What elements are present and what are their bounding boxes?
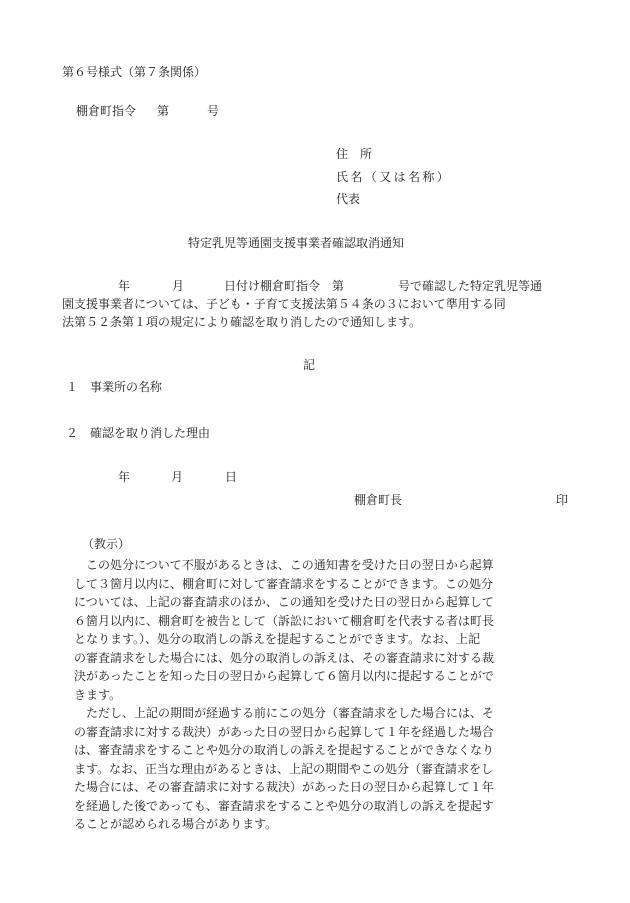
notice-p2-line: ただし、上記の期間が経過する前にこの処分（審査請求をした場合には、そ (86, 706, 495, 720)
item-2-number: ２ (66, 426, 79, 440)
notice-paragraph-1 (74, 556, 554, 704)
body-line1-text2: 号で確認した特定乳児等通 (398, 279, 543, 293)
notice-p2-line: ることが認められる場合があります。 (74, 817, 278, 831)
notice-p1-line: の審査請求をした場合には、処分の取消しの訴えは、その審査請求に対する裁 (74, 650, 495, 665)
doc-number-dai: 第 (157, 104, 170, 118)
signer-title: 棚倉町長 (354, 493, 403, 507)
address-label: 住 所 (336, 147, 373, 161)
doc-number-go: 号 (207, 104, 220, 118)
form-label: 第６号様式（第７条関係） (62, 65, 207, 79)
notice-p2-line: は、審査請求をすることや処分の取消しの訴えを提起することができなくなり (74, 743, 495, 757)
document-title: 特定乳児等通園支援事業者確認取消通知 (188, 236, 405, 250)
notice-p1-line: 決があったことを知った日の翌日から起算して６箇月以内に提起することがで (74, 669, 494, 683)
date-year-label: 年 (118, 470, 131, 484)
body-line3: 法第５２条第１項の規定により確認を取り消したので通知します。 (62, 315, 422, 329)
notice-p2-line: ます。なお、正当な理由があるときは、上記の期間やこの処分（審査請求をし (74, 761, 494, 776)
name-label: 氏名（又は名称） (336, 170, 452, 184)
body-year-label: 年 (118, 279, 131, 293)
notice-p2-line: の審査請求に対する裁決）があった日の翌日から起算して１年を経過した場合 (74, 724, 494, 739)
body-line1-text: 日付け棚倉町指令 第 (224, 279, 345, 293)
notice-p2-line: を経過した後であっても、審査請求をすることや処分の取消しの訴えを提起す (74, 798, 494, 813)
representative-label: 代表 (336, 192, 361, 206)
notice-p1-line: きます。 (74, 687, 122, 702)
body-line2: 園支援事業者については、子ども・子育て支援法第５４条の３において準用する同 (62, 297, 506, 311)
notice-p1-line: については、上記の審査請求のほか、この通知を受けた日の翌日から起算して (74, 595, 494, 609)
notice-p1-line: となります。）、処分の取消しの訴えを提起することができます。なお、上記 (74, 632, 481, 646)
notice-p1-line: ６箇月以内に、棚倉町を被告として（訴訟において棚倉町を代表する者は町長 (74, 613, 495, 628)
item-1-number: １ (66, 380, 79, 394)
notice-heading: （教示） (82, 537, 131, 551)
body-month-label: 月 (172, 279, 185, 293)
notice-p2-line: た場合には、その審査請求に対する裁決）があった日の翌日から起算して１年 (74, 780, 494, 794)
date-day-label: 日 (225, 470, 238, 484)
item-2-label: 確認を取り消した理由 (90, 426, 211, 440)
seal-mark: 印 (556, 493, 569, 507)
notice-paragraph-2 (74, 704, 554, 834)
doc-number-prefix: 棚倉町指令 (76, 104, 137, 118)
ki-marker: 記 (303, 358, 316, 372)
notice-p1-line: この処分について不服があるときは、この通知書を受けた日の翌日から起算 (86, 558, 494, 572)
item-1-label: 事業所の名称 (90, 380, 163, 394)
notice-p1-line: して３箇月以内に、棚倉町に対して審査請求をすることができます。この処分 (74, 576, 494, 591)
date-month-label: 月 (171, 470, 184, 484)
